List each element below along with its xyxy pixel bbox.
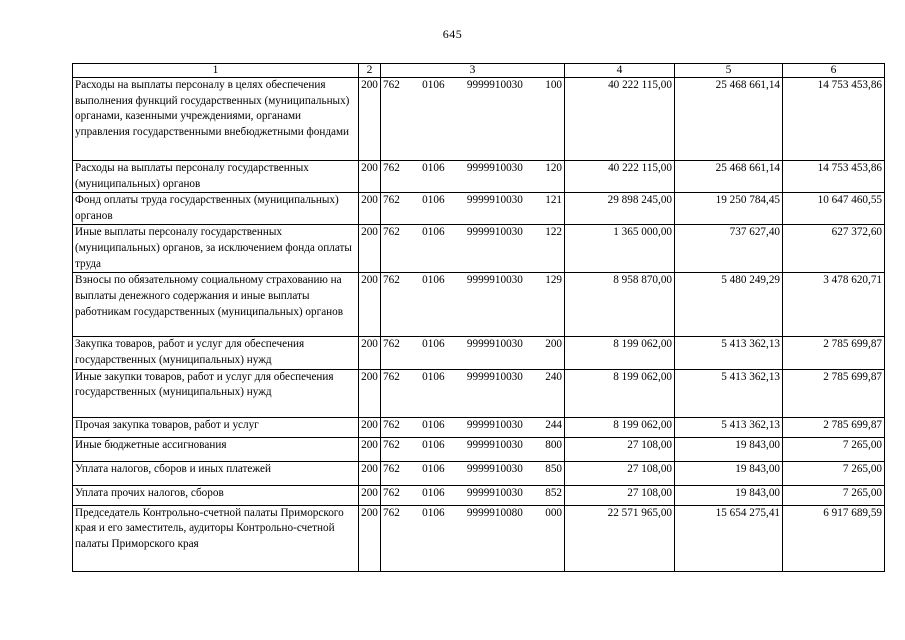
code-section: 0106 — [422, 418, 445, 431]
code-department: 762 — [383, 418, 400, 431]
code-expense-type: 121 — [545, 194, 562, 207]
row-value-executed: 19 843,00 — [675, 485, 783, 505]
code-section: 0106 — [422, 338, 445, 351]
code-target-article: 9999910030 — [466, 162, 523, 174]
code-target-article: 9999910030 — [466, 418, 523, 431]
code-target-article: 9999910080 — [466, 506, 523, 519]
code-target-article: 9999910030 — [466, 79, 523, 91]
row-description: Уплата прочих налогов, сборов — [73, 485, 359, 505]
row-value-executed: 19 250 784,45 — [675, 193, 783, 225]
row-budget-code — [381, 417, 565, 437]
code-section: 0106 — [422, 486, 445, 499]
code-expense-type: 850 — [545, 462, 562, 475]
table-row — [73, 161, 885, 193]
row-value-executed: 5 413 362,13 — [675, 337, 783, 369]
header-col-5: 5 — [675, 64, 783, 78]
code-expense-type: 800 — [545, 438, 562, 451]
row-description: Председатель Контрольно-счетной палаты Приморского края и его заместитель, аудиторы Контрольно-счетной палаты Приморского края — [73, 505, 359, 571]
row-value-remaining: 2 785 699,87 — [783, 417, 885, 437]
row-value-executed: 19 843,00 — [675, 437, 783, 461]
code-section: 0106 — [422, 506, 445, 519]
row-admin-code: 200 — [359, 485, 381, 505]
table-row — [73, 369, 885, 417]
code-expense-type: 852 — [545, 486, 562, 499]
row-value-approved: 8 199 062,00 — [565, 417, 675, 437]
code-section: 0106 — [422, 194, 445, 207]
code-section: 0106 — [422, 162, 445, 174]
page-number: 645 — [442, 27, 463, 41]
code-section: 0106 — [422, 274, 445, 287]
row-value-approved: 29 898 245,00 — [565, 193, 675, 225]
table-row — [73, 437, 885, 461]
code-department: 762 — [383, 486, 400, 499]
row-budget-code — [381, 369, 565, 417]
row-value-approved: 27 108,00 — [565, 485, 675, 505]
row-budget-code — [381, 193, 565, 225]
code-department: 762 — [383, 194, 400, 207]
code-expense-type: 240 — [545, 370, 562, 383]
row-admin-code: 200 — [359, 505, 381, 571]
code-expense-type: 129 — [545, 274, 562, 287]
header-col-6: 6 — [783, 64, 885, 78]
row-value-executed: 737 627,40 — [675, 225, 783, 273]
row-admin-code: 200 — [359, 417, 381, 437]
row-description: Взносы по обязательному социальному страхованию на выплаты денежного содержания и иные выплаты работникам государственных (муниципальных) органов — [73, 273, 359, 337]
code-expense-type: 000 — [545, 506, 562, 519]
row-budget-code — [381, 225, 565, 273]
table-row — [73, 505, 885, 571]
row-value-approved: 40 222 115,00 — [565, 78, 675, 161]
code-section: 0106 — [422, 438, 445, 451]
code-department: 762 — [383, 506, 400, 519]
code-section: 0106 — [422, 226, 445, 239]
code-target-article: 9999910030 — [466, 438, 523, 451]
code-target-article: 9999910030 — [466, 486, 523, 499]
row-value-approved: 40 222 115,00 — [565, 161, 675, 193]
row-admin-code: 200 — [359, 273, 381, 337]
row-budget-code — [381, 161, 565, 193]
row-description: Уплата налогов, сборов и иных платежей — [73, 461, 359, 485]
row-value-executed: 5 480 249,29 — [675, 273, 783, 337]
row-admin-code: 200 — [359, 461, 381, 485]
row-admin-code: 200 — [359, 437, 381, 461]
row-admin-code: 200 — [359, 337, 381, 369]
header-col-4: 4 — [565, 64, 675, 78]
row-admin-code: 200 — [359, 161, 381, 193]
code-target-article: 9999910030 — [466, 226, 523, 239]
code-target-article: 9999910030 — [466, 274, 523, 287]
row-value-executed: 25 468 661,14 — [675, 78, 783, 161]
table-row — [73, 78, 885, 161]
row-value-remaining: 14 753 453,86 — [783, 161, 885, 193]
header-col-2: 2 — [359, 64, 381, 78]
code-expense-type: 120 — [545, 162, 562, 174]
code-expense-type: 244 — [545, 418, 562, 431]
row-description: Иные бюджетные ассигнования — [73, 437, 359, 461]
table-row — [73, 485, 885, 505]
row-description: Расходы на выплаты персоналу в целях обеспечения выполнения функций государственных (муниципальных) органами, казенными учреждениями, органами управления государственными внебюджетными фондами — [73, 78, 359, 161]
row-value-approved: 22 571 965,00 — [565, 505, 675, 571]
code-department: 762 — [383, 274, 400, 287]
row-value-approved: 27 108,00 — [565, 461, 675, 485]
row-value-remaining: 6 917 689,59 — [783, 505, 885, 571]
row-description: Иные закупки товаров, работ и услуг для обеспечения государственных (муниципальных) нужд — [73, 369, 359, 417]
row-value-remaining: 7 265,00 — [783, 461, 885, 485]
code-target-article: 9999910030 — [466, 194, 523, 207]
row-value-executed: 25 468 661,14 — [675, 161, 783, 193]
row-value-remaining: 2 785 699,87 — [783, 369, 885, 417]
code-target-article: 9999910030 — [466, 370, 523, 383]
row-value-approved: 8 199 062,00 — [565, 337, 675, 369]
row-value-remaining: 7 265,00 — [783, 485, 885, 505]
row-value-approved: 8 199 062,00 — [565, 369, 675, 417]
row-budget-code — [381, 78, 565, 161]
table-row — [73, 193, 885, 225]
code-department: 762 — [383, 226, 400, 239]
header-row — [73, 64, 885, 78]
row-value-executed: 19 843,00 — [675, 461, 783, 485]
row-value-executed: 5 413 362,13 — [675, 417, 783, 437]
code-section: 0106 — [422, 370, 445, 383]
row-value-remaining: 10 647 460,55 — [783, 193, 885, 225]
row-value-remaining: 2 785 699,87 — [783, 337, 885, 369]
row-budget-code — [381, 437, 565, 461]
row-description: Закупка товаров, работ и услуг для обеспечения государственных (муниципальных) нужд — [73, 337, 359, 369]
row-budget-code — [381, 273, 565, 337]
budget-table — [72, 63, 885, 572]
code-expense-type: 122 — [545, 226, 562, 239]
code-target-article: 9999910030 — [466, 462, 523, 475]
code-department: 762 — [383, 79, 400, 91]
row-budget-code — [381, 337, 565, 369]
row-value-remaining: 3 478 620,71 — [783, 273, 885, 337]
code-expense-type: 200 — [545, 338, 562, 351]
code-department: 762 — [383, 370, 400, 383]
row-value-remaining: 627 372,60 — [783, 225, 885, 273]
row-value-executed: 15 654 275,41 — [675, 505, 783, 571]
row-value-executed: 5 413 362,13 — [675, 369, 783, 417]
code-department: 762 — [383, 438, 400, 451]
row-value-approved: 27 108,00 — [565, 437, 675, 461]
header-col-1: 1 — [73, 64, 359, 78]
row-admin-code: 200 — [359, 369, 381, 417]
row-value-remaining: 14 753 453,86 — [783, 78, 885, 161]
row-value-approved: 8 958 870,00 — [565, 273, 675, 337]
row-description: Фонд оплаты труда государственных (муниципальных) органов — [73, 193, 359, 225]
header-col-3: 3 — [381, 64, 565, 78]
row-budget-code — [381, 485, 565, 505]
table-row — [73, 461, 885, 485]
row-admin-code: 200 — [359, 225, 381, 273]
row-budget-code — [381, 505, 565, 571]
code-department: 762 — [383, 162, 400, 174]
row-budget-code — [381, 461, 565, 485]
code-department: 762 — [383, 338, 400, 351]
row-admin-code: 200 — [359, 193, 381, 225]
row-description: Иные выплаты персоналу государственных (муниципальных) органов, за исключением фонда оплаты труда — [73, 225, 359, 273]
table-row — [73, 417, 885, 437]
code-department: 762 — [383, 462, 400, 475]
table-row — [73, 225, 885, 273]
row-description: Расходы на выплаты персоналу государственных (муниципальных) органов — [73, 161, 359, 193]
table-header — [73, 64, 885, 78]
row-value-remaining: 7 265,00 — [783, 437, 885, 461]
row-value-approved: 1 365 000,00 — [565, 225, 675, 273]
row-admin-code: 200 — [359, 78, 381, 161]
row-description: Прочая закупка товаров, работ и услуг — [73, 417, 359, 437]
table-row — [73, 273, 885, 337]
table-row — [73, 337, 885, 369]
code-expense-type: 100 — [545, 79, 562, 91]
table-body — [73, 78, 885, 572]
code-section: 0106 — [422, 462, 445, 475]
code-section: 0106 — [422, 79, 445, 91]
code-target-article: 9999910030 — [466, 338, 523, 351]
